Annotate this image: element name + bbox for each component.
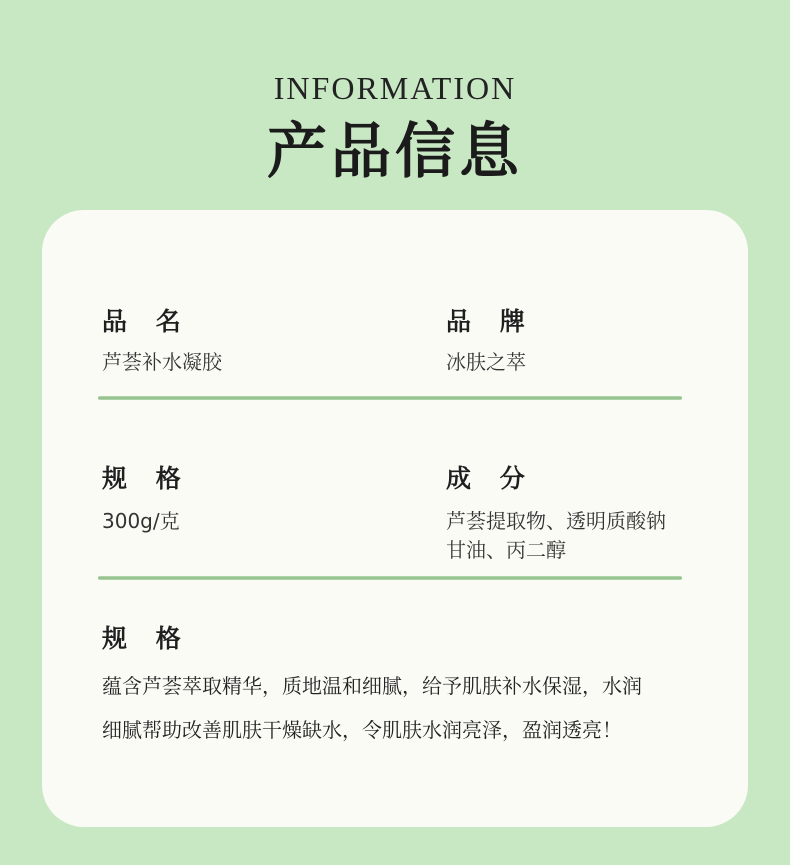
product-name-label: 品 名 <box>102 307 191 336</box>
header-title-cn: 产品信息 <box>267 117 523 187</box>
brand-value: 冰肤之萃 <box>446 350 526 374</box>
product-name-value: 芦荟补水凝胶 <box>102 350 222 374</box>
effect-description <box>102 664 712 752</box>
effect-line-1: 蕴含芦荟萃取精华，质地温和细腻，给予肌肤补水保湿，水润 <box>102 674 642 698</box>
brand-label: 品 牌 <box>446 307 535 336</box>
effect-label: 规 格 <box>102 624 191 653</box>
ingredients-label: 成 分 <box>446 464 535 493</box>
spec-value: 300g/克 <box>102 509 180 533</box>
ingredients-value-line2: 甘油、丙二醇 <box>446 538 566 562</box>
header-title-en: INFORMATION <box>273 70 517 106</box>
effect-line-2: 细腻帮助改善肌肤干燥缺水，令肌肤水润亮泽，盈润透亮！ <box>102 718 622 742</box>
ingredients-value-line1: 芦荟提取物、透明质酸钠 <box>446 509 666 533</box>
divider <box>98 576 682 580</box>
spec-label: 规 格 <box>102 464 191 493</box>
divider <box>98 396 682 400</box>
